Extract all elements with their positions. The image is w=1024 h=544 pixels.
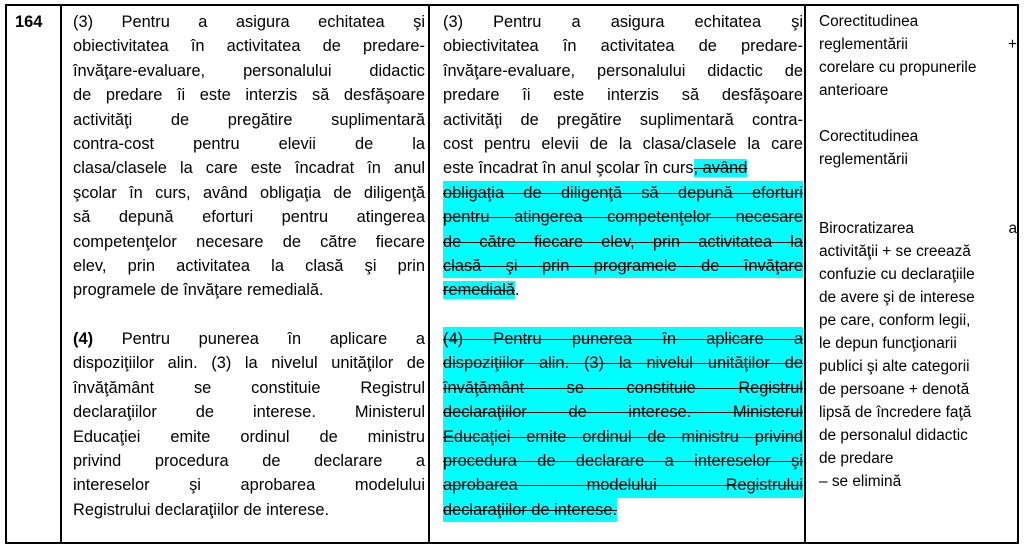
text-line: Registrului declaraţiilor de interese. [73,500,329,519]
note-line: – se elimină [819,473,902,490]
text-line: clasa/clasele la care este încadrat în anul [73,159,425,178]
column-divider [804,6,806,542]
deleted-line: declaraţiilor de interese. [443,498,803,522]
paragraph-4-label: (4) [73,330,94,349]
note-line: Corectitudinea [819,128,919,145]
text-line: învăţământ se constituie Registrul [73,378,425,397]
text-line: şcolar în curs, având obligaţia de diligenţă [73,183,425,202]
text-line: activităţi de pregătire suplimentară [73,110,425,129]
deleted-text: remedială [443,281,515,300]
note-line: activităţii + se creează [819,243,971,260]
justification-note-2 [819,125,1017,171]
text-line: dispoziţiilor alin. (3) la nivelul unităţilor de [73,354,425,373]
note-line: corelare cu propunerile [819,59,977,76]
text-line: învăţare-evaluare, personalului didactic de [443,61,803,80]
text-line: intereselor şi aprobarea modelului [73,476,425,495]
proposed-text-cell [443,10,803,522]
note-line: le depun funcţionarii [819,335,957,352]
note-line: Corectitudinea [819,13,919,30]
justification-note-3 [819,217,1017,493]
text-line: obiectivitatea în activitatea de predare- [443,37,803,56]
text-line: (3) Pentru a asigura echitatea şi [73,13,425,31]
deleted-line: (4) Pentru punerea în aplicare a [443,327,803,351]
text-line: să depună eforturi pentru atingerea [73,208,425,227]
deleted-passage [443,181,803,279]
text-line: (3) Pentru a asigura echitatea şi [443,13,803,31]
text-line: privind procedura de declarare a [73,452,425,471]
text-line: elev, prin activitatea la clasă şi prin [73,256,425,275]
deleted-line: declaraţiilor de interese. Ministerul [443,400,803,424]
note-line: publici şi alte categorii [819,358,970,375]
deleted-text: , având [693,159,748,178]
justification-note-1 [819,10,1017,102]
deleted-line: dispoziţiilor alin. (3) la nivelul unităţilor de [443,351,803,375]
note-line: de personalul didactic [819,427,968,444]
deleted-line: pentru atingerea competenţelor necesare [443,205,803,229]
deleted-line: aprobarea modelului Registrului [443,473,803,497]
note-line: anterioare [819,82,889,99]
column-divider [428,6,430,542]
deleted-line: obligaţia de diligenţă să depună eforturi [443,181,803,205]
note-line: confuzie cu declaraţiile [819,266,975,283]
deleted-paragraph-4 [443,327,803,522]
text-line: programele de învăţare remedială. [73,281,324,300]
note-line: pe care, conform legii, [819,312,971,329]
text-line: Educaţiei emite ordinul de ministru [73,427,425,446]
justification-cell [819,10,1017,493]
text-line: competenţelor necesare de către fiecare [73,232,425,251]
note-line: de predare [819,450,894,467]
deleted-line: Educaţiei emite ordinul de ministru privind [443,425,803,449]
note-line: Birocratizarea a [819,220,1017,237]
row-number: 164 [15,13,43,31]
text-line: activităţi de pregătire suplimentară contra- [443,110,803,129]
note-line: reglementării [819,151,908,168]
amendment-table [5,4,1019,544]
deleted-line: clasă şi prin programele de învăţare [443,254,803,278]
text-line: predare îi este interzis să desfăşoare [443,86,803,105]
deleted-line: de către fiecare elev, prin activitatea la [443,230,803,254]
original-paragraph-4 [73,351,425,522]
text-line: cost pentru elevii de la clasa/clasele la care [443,134,803,153]
text-line: contra-cost pentru elevii de la [73,134,425,153]
note-line: lipsă de încredere faţă [819,404,972,421]
deleted-line: procedura de declarare a intereselor şi [443,449,803,473]
column-divider [60,6,62,542]
original-text-cell [73,10,425,522]
deleted-line: învăţământ se constituie Registrul [443,376,803,400]
original-paragraph-4-first-line: (4) Pentru punerea în aplicare a [73,330,425,349]
text-line: de predare îi este interzis să desfăşoare [73,86,425,105]
note-line: reglementării + [819,36,1017,53]
text-line: învăţare-evaluare, personalului didactic [73,61,425,80]
note-line: de avere şi de interese [819,289,975,306]
original-paragraph-3 [73,10,425,303]
proposed-line: este încadrat în anul şcolar în curs, având [443,159,748,178]
note-line: de persoane + denotă [819,381,970,398]
proposed-paragraph-3 [443,10,803,156]
text-line: obiectivitatea în activitatea de predare- [73,37,425,56]
proposed-line: remedială. [443,281,520,300]
text-line: declaraţiilor de interese. Ministerul [73,403,425,422]
